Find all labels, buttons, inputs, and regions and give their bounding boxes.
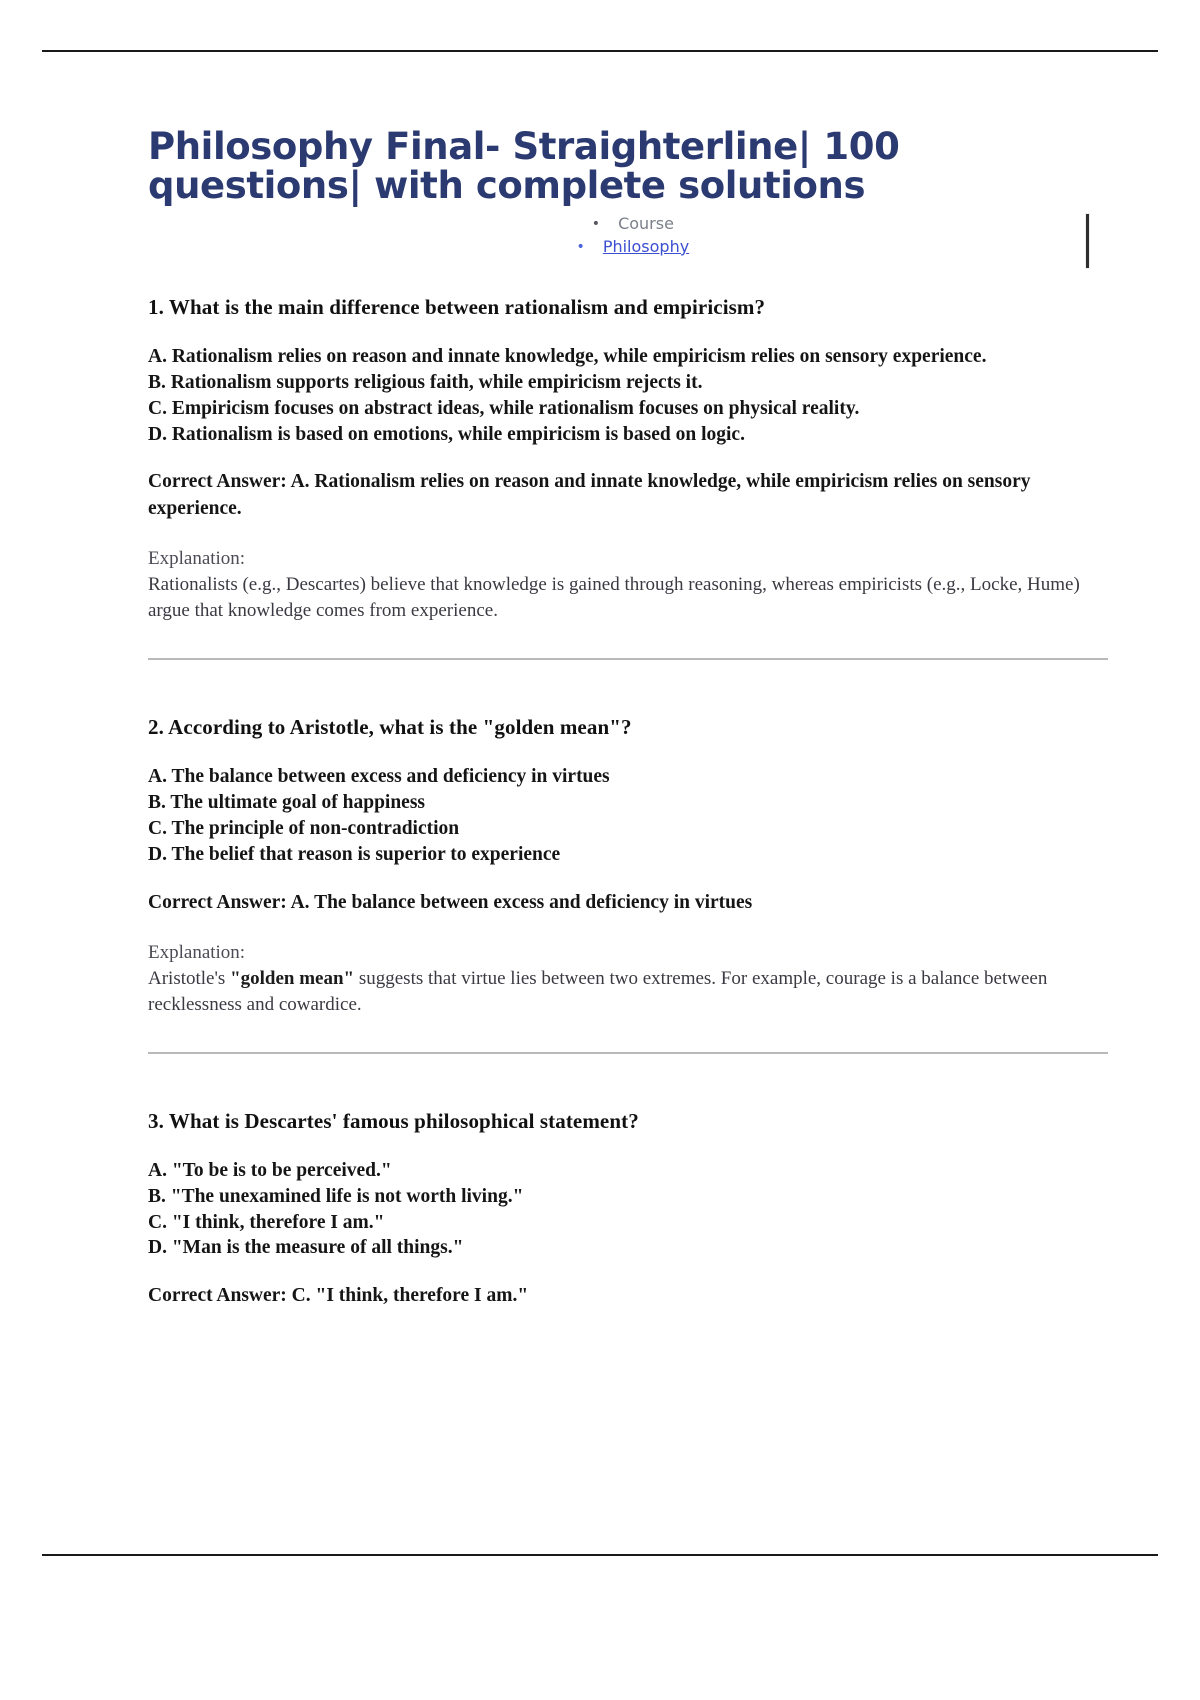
explanation-label: Explanation: (148, 941, 246, 963)
question-block-1 (148, 258, 1108, 714)
explanation-body: Rationalists (e.g., Descartes) believe that knowledge is gained through reasoning, whereas empiricists (e.g., Locke, Hume) argue that knowledge comes from experience. (148, 573, 1080, 621)
question-block-2 (148, 714, 1108, 1108)
correct-answer: Correct Answer: A. The balance between excess and deficiency in virtues (148, 891, 753, 913)
option-c[interactable]: C. The principle of non-contradiction (148, 817, 460, 839)
question-options (148, 344, 1108, 448)
question-options (148, 764, 1108, 868)
option-a[interactable]: A. "To be is to be perceived." (148, 1159, 392, 1181)
option-b[interactable]: B. "The unexamined life is not worth living." (148, 1185, 524, 1207)
bullet-icon: • (576, 238, 585, 255)
page-rule-top (42, 50, 1158, 52)
option-c[interactable]: C. "I think, therefore I am." (148, 1211, 385, 1233)
option-b[interactable]: B. Rationalism supports religious faith, while empiricism rejects it. (148, 371, 703, 393)
correct-answer: Correct Answer: C. "I think, therefore I am." (148, 1285, 529, 1307)
course-meta-list (148, 212, 1108, 258)
course-link-row[interactable] (148, 235, 1108, 258)
explanation-body: Aristotle's "golden mean" suggests that virtue lies between two extremes. For example, courage is a balance between recklessness and cowardice. (148, 967, 1048, 1015)
question-prompt: 1. What is the main difference between rationalism and empiricism? (148, 295, 766, 320)
page-title: Philosophy Final- Straighterline| 100 questions| with complete solutions (148, 125, 900, 207)
option-b[interactable]: B. The ultimate goal of happiness (148, 791, 426, 813)
explanation-label: Explanation: (148, 548, 246, 570)
course-label: Course (618, 213, 674, 233)
option-a[interactable]: A. The balance between excess and deficiency in virtues (148, 765, 610, 787)
question-prompt: 3. What is Descartes' famous philosophical statement? (148, 1108, 639, 1133)
course-link[interactable]: Philosophy (602, 236, 690, 256)
option-a[interactable]: A. Rationalism relies on reason and innate knowledge, while empiricism relies on sensory experience. (148, 345, 987, 367)
option-d[interactable]: D. Rationalism is based on emotions, while empiricism is based on logic. (148, 423, 745, 445)
question-options (148, 1158, 1108, 1262)
option-d[interactable]: D. The belief that reason is superior to experience (148, 843, 561, 865)
question-block-3 (148, 1108, 1108, 1310)
course-label-row (148, 212, 1108, 235)
question-prompt: 2. According to Aristotle, what is the "golden mean"? (148, 715, 632, 740)
option-d[interactable]: D. "Man is the measure of all things." (148, 1237, 464, 1259)
page-rule-bottom (42, 1554, 1158, 1556)
option-c[interactable]: C. Empiricism focuses on abstract ideas, while rationalism focuses on physical reality. (148, 397, 860, 419)
correct-answer: Correct Answer: A. Rationalism relies on reason and innate knowledge, while empiricism relies on sensory experience. (148, 471, 1031, 519)
document-content (148, 125, 1108, 1334)
bullet-icon: • (591, 215, 601, 232)
